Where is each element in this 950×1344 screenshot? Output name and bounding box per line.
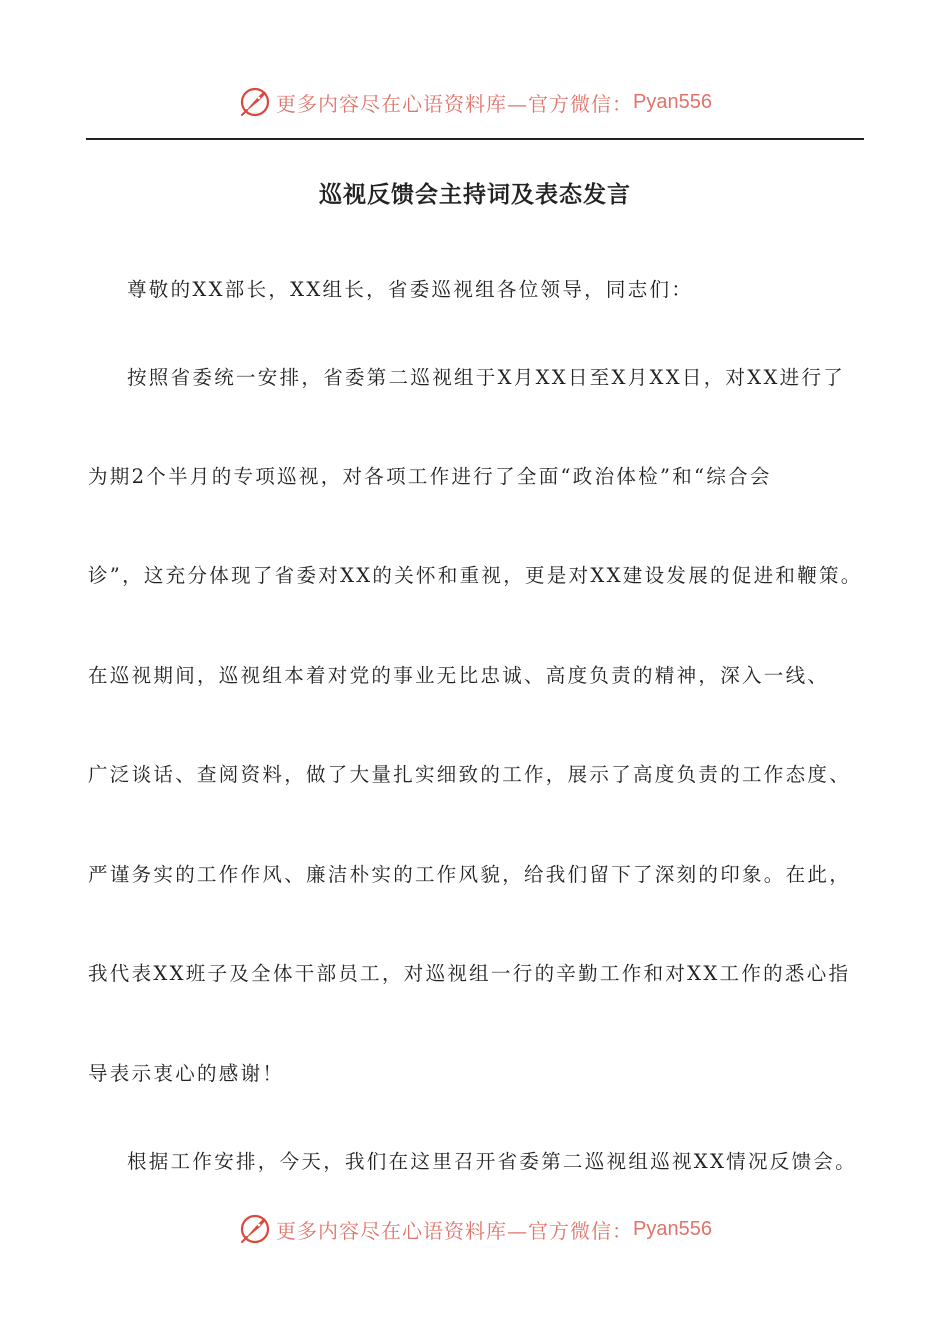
watermark-banner-bottom [0,1209,950,1249]
body-line: 我代表XX班子及全体干部员工，对巡视组一行的辛勤工作和对XX工作的悉心指 [88,962,851,985]
body-line: 根据工作安排，今天，我们在这里召开省委第二巡视组巡视XX情况反馈会。 [127,1150,857,1173]
body-line: 在巡视期间，巡视组本着对党的事业无比忠诚、高度负责的精神，深入一线、 [88,664,830,687]
watermark-banner-top [0,82,950,122]
body-line: 诊”，这充分体现了省委对XX的关怀和重视，更是对XX建设发展的促进和鞭策。 [88,564,863,587]
body-line: 尊敬的XX部长，XX组长，省委巡视组各位领导，同志们： [127,278,694,301]
watermark-wechat-id: Pyan556 [633,90,712,113]
watermark-text: 更多内容尽在心语资料库—官方微信： [276,1218,634,1243]
pen-nib-logo-icon [238,1212,272,1246]
body-line: 严谨务实的工作作风、廉洁朴实的工作风貌，给我们留下了深刻的印象。在此， [88,863,852,886]
header-divider [86,138,864,140]
watermark-text: 更多内容尽在心语资料库—官方微信： [276,91,634,116]
body-line: 为期2个半月的专项巡视，对各项工作进行了全面“政治体检”和“综合会 [88,465,772,488]
watermark-wechat-id: Pyan556 [633,1217,712,1240]
document-title: 巡视反馈会主持词及表态发言 [319,181,631,208]
pen-nib-logo-icon [238,85,272,119]
body-line: 广泛谈话、查阅资料，做了大量扎实细致的工作，展示了高度负责的工作态度、 [88,763,852,786]
body-line: 导表示衷心的感谢！ [88,1062,285,1085]
body-line: 按照省委统一安排，省委第二巡视组于X月XX日至X月XX日，对XX进行了 [127,366,846,389]
